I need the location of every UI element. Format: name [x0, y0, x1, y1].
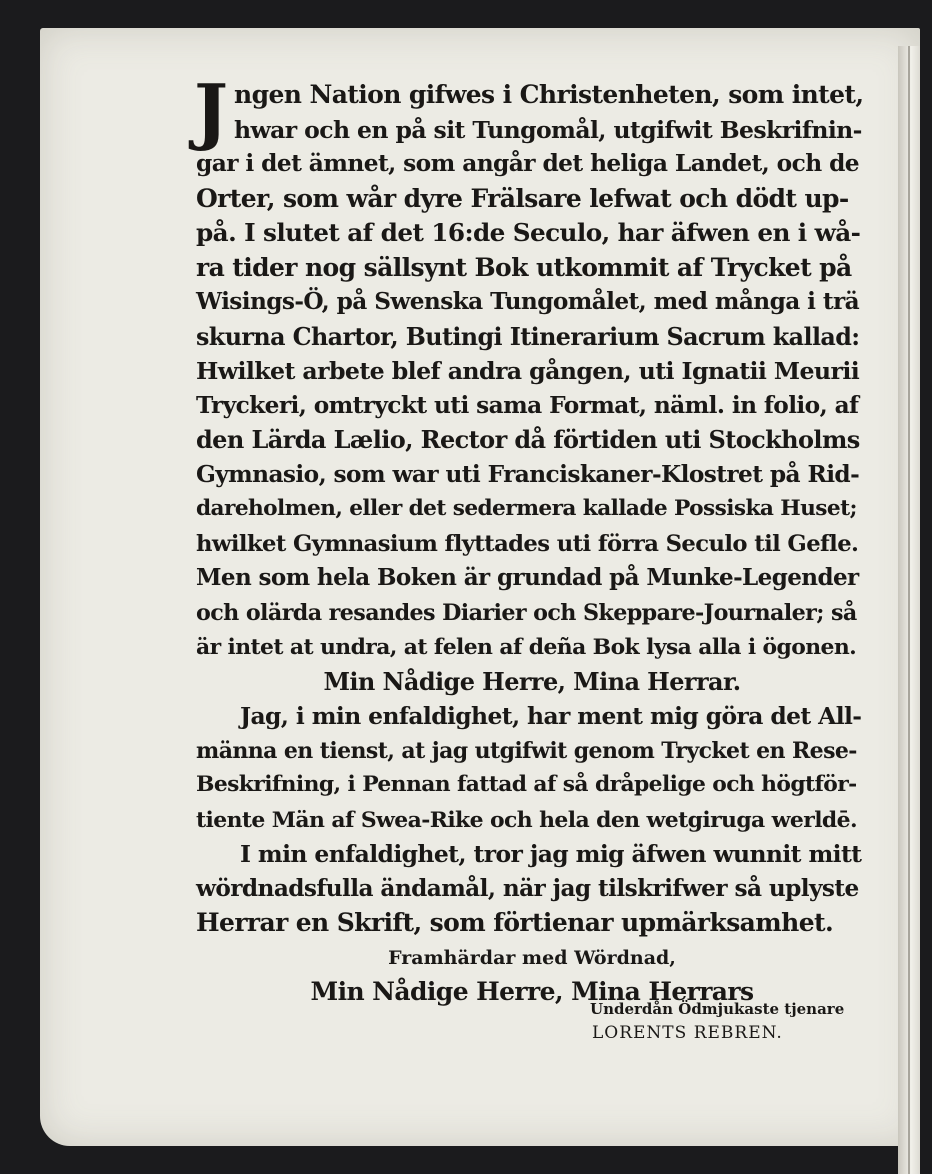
text-line: skurna Chartor, Butingi Itinerarium Sacrum kallad:	[196, 322, 860, 351]
closing-salutation: Min Nådige Herre, Mina Herrars	[310, 977, 754, 1006]
salutation: Min Nådige Herre, Mina Herrar.	[323, 666, 741, 696]
body-text	[194, 68, 868, 1010]
text-line: Gymnasio, som war uti Franciskaner-Klostret på Rid-	[196, 460, 860, 488]
text-line: Hwilket arbete blef andra gången, uti Ignatii Meurii	[196, 357, 860, 385]
text-line: wördnadsfulla ändamål, när jag tilskrifwer så uplyste	[196, 874, 859, 902]
text-line: dareholmen, eller det sedermera kallade Possiska Huset;	[196, 496, 857, 521]
text-line: är intet at undra, at felen af deña Bok lysa alla i ögonen.	[196, 634, 857, 660]
signature-block	[590, 998, 844, 1046]
gutter-line	[908, 46, 910, 1174]
text-line: I min enfaldighet, tror jag mig äfwen wunnit mitt	[240, 840, 862, 868]
text-line: gar i det ämnet, som angår det heliga Landet, och de	[196, 150, 860, 177]
signature-title: Underdån Ödmjukaste tjenare	[590, 1000, 845, 1018]
closing-phrase: Framhärdar med Wördnad,	[388, 946, 676, 969]
text-line: Men som hela Boken är grundad på Munke-Legender	[196, 564, 859, 591]
text-line: tiente Män af Swea-Rike och hela den wetgiruga werldē.	[196, 806, 858, 833]
text-line: och olärda resandes Diarier och Skeppare-Journaler; så	[196, 599, 857, 626]
text-line: Herrar en Skrift, som förtienar upmärksamhet.	[196, 908, 834, 937]
text-line: ra tider nog sällsynt Bok utkommit af Trycket på	[196, 252, 852, 282]
text-line: Jag, i min enfaldighet, har ment mig göra det All-	[240, 702, 862, 730]
text-line: hwar och en på sit Tungomål, utgifwit Beskrifnin-	[234, 115, 862, 144]
text-line: ngen Nation gifwes i Christenheten, som intet,	[234, 80, 864, 109]
text-line: Beskrifning, i Pennan fattad af så dråpelige och högtför-	[196, 772, 857, 797]
text-line: Orter, som wår dyre Frälsare lefwat och dödt up-	[196, 183, 849, 213]
text-line: hwilket Gymnasium flyttades uti förra Seculo til Gefle.	[196, 530, 859, 557]
drop-capital: J	[194, 68, 229, 153]
text-line: den Lärda Lælio, Rector då förtiden uti Stockholms	[196, 425, 860, 454]
text-line: Wisings-Ö, på Swenska Tungomålet, med många i trä	[196, 288, 860, 315]
signature-name: LORENTS REBREN.	[592, 1023, 783, 1043]
text-line: Tryckeri, omtryckt uti sama Format, näml. in folio, af	[196, 391, 859, 419]
text-line: på. I slutet af det 16:de Seculo, har äfwen en i wå-	[196, 218, 861, 247]
text-line: männa en tienst, at jag utgifwit genom Trycket en Rese-	[196, 737, 857, 764]
